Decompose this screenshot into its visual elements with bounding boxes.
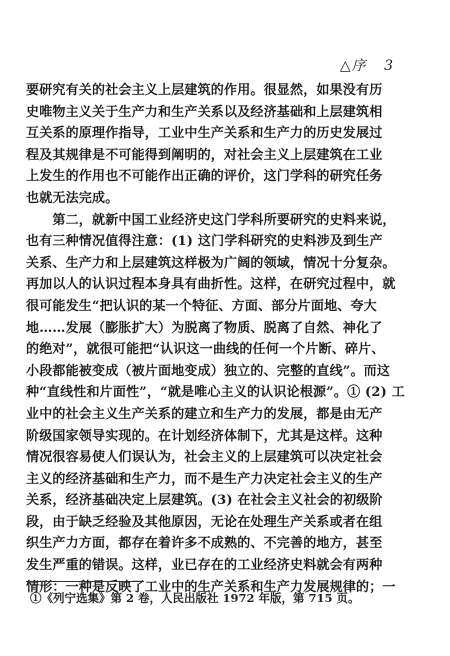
body-text — [26, 80, 430, 598]
text-line: 段，由于缺乏经验及其他原因，无论在处理生产关系或者在组 — [26, 514, 383, 530]
text-line: 业中的社会主义生产关系的建立和生产力的发展，都是由无产 — [26, 406, 383, 422]
text-line: 也有三种情况值得注意：(1) 这门学科研究的史料涉及到生产 — [26, 234, 383, 250]
text-line: 阶级国家领导实现的。在计划经济体制下，尤其是这样。这种 — [26, 428, 383, 444]
text-line: 小段都能被变成（被片面地变成）独立的、完整的直线”。而这 — [26, 363, 391, 379]
text-line: 种“直线性和片面性”，“就是唯心主义的认识论根源”。① (2) 工 — [26, 385, 405, 401]
footnote: ①《列宁选集》第 2 卷，人民出版社 1972 年版，第 715 页。 — [30, 591, 360, 605]
text-line: 的绝对”，就很可能把“认识这一曲线的任何一个片断、碎片、 — [26, 342, 385, 358]
page-number: 3 — [384, 58, 394, 74]
text-line: 要研究有关的社会主义上层建筑的作用。很显然，如果没有历 — [26, 83, 383, 98]
text-line: 程及其规律是不可能得到阐明的，对社会主义上层建筑在工业 — [26, 147, 383, 163]
text-line: 第二，就新中国工业经济史这门学科所要研究的史料来说， — [26, 212, 396, 228]
text-line: 情形：一种是反映了工业中的生产关系和生产力发展规律的；一 — [26, 579, 396, 595]
text-line: 发生严重的错误。这样，业已存在的工业经济史料就会有两种 — [26, 558, 383, 574]
text-line: 上发生的作用也不可能作出正确的评价，这门学科的研究任务 — [26, 169, 383, 185]
text-line: 很可能发生“把认识的某一个特征、方面、部分片面地、夸大 — [26, 298, 377, 314]
text-line: 主义的经济基础和生产力，而不是生产力决定社会主义的生产 — [26, 471, 383, 487]
running-header — [340, 55, 394, 75]
text-line: 情况很容易使人们误认为，社会主义的上层建筑可以决定社会 — [26, 450, 383, 466]
text-line: 织生产力方面，都存在着许多不成熟的、不完善的地方，甚至 — [26, 536, 383, 552]
text-line: 关系、生产力和上层建筑这样极为广阔的领域，情况十分复杂。 — [26, 255, 396, 271]
text-line: 再加以人的认识过程本身具有曲折性。这样，在研究过程中，就 — [26, 277, 396, 293]
header-title: △序 — [339, 58, 367, 74]
text-line: 地……发展（膨胀扩大）为脱离了物质、脱离了自然、神化了 — [26, 320, 383, 336]
text-line: 互关系的原理作指导，工业中生产关系和生产力的历史发展过 — [26, 126, 383, 142]
text-line: 史唯物主义关于生产力和生产关系以及经济基础和上层建筑相 — [26, 104, 383, 120]
footnote-divider — [26, 581, 144, 582]
text-line: 关系，经济基础决定上层建筑。(3) 在社会主义社会的初级阶 — [26, 493, 383, 509]
text-line: 也就无法完成。 — [26, 190, 119, 206]
